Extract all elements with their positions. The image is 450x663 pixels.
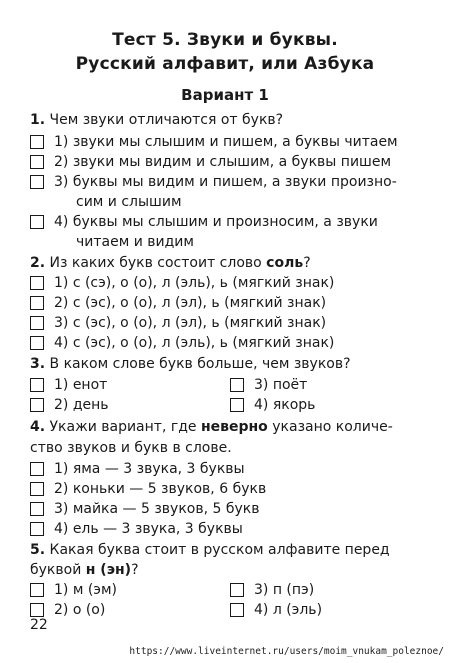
question-4-text-end: указано количе- <box>272 419 393 435</box>
question-2 <box>30 253 422 274</box>
checkbox[interactable] <box>30 398 44 412</box>
checkbox[interactable] <box>230 603 244 617</box>
question-3-number: 3. <box>30 356 46 372</box>
option-label: 4) л (эль) <box>254 602 323 618</box>
checkbox[interactable] <box>30 135 44 149</box>
checkbox[interactable] <box>30 378 44 392</box>
title-line-1: Тест 5. Звуки и буквы. <box>112 30 338 50</box>
option-label: 2) о (о) <box>54 602 106 618</box>
question-3-text: В каком слове букв больше, чем звуков? <box>49 356 351 372</box>
question-5-line-2-text: буквой <box>30 562 82 578</box>
checkbox[interactable] <box>30 603 44 617</box>
option-label: 1) яма — 3 звука, 3 буквы <box>54 461 245 477</box>
page-number: 22 <box>30 617 48 633</box>
question-5-letter: н (эн) <box>85 562 132 578</box>
option-label: 1) м (эм) <box>54 582 117 598</box>
option-label: 3) буквы мы видим и пишем, а звуки произно- <box>54 174 397 190</box>
checkbox[interactable] <box>30 215 44 229</box>
option-label: 2) коньки — 5 звуков, 6 букв <box>54 481 267 497</box>
option-label: 2) с (эс), о (о), л (эл), ь (мягкий знак) <box>54 295 327 311</box>
option-label: 1) с (сэ), о (о), л (эль), ь (мягкий знак) <box>54 275 335 291</box>
question-5-line-2 <box>30 560 139 580</box>
question-5 <box>30 540 422 561</box>
q1-option-3-continuation: сим и слышим <box>76 194 182 210</box>
option-label: 4) ель — 3 звука, 3 буквы <box>54 521 243 537</box>
checkbox[interactable] <box>30 276 44 290</box>
question-4 <box>30 417 422 438</box>
question-2-number: 2. <box>30 255 46 271</box>
question-2-text: Из каких букв состоит слово <box>49 255 262 271</box>
option-label: 4) с (эс), о (о), л (эль), ь (мягкий знак) <box>54 335 335 351</box>
question-3 <box>30 354 422 375</box>
question-5-mark: ? <box>131 562 139 578</box>
checkbox[interactable] <box>30 175 44 189</box>
question-5-text: Какая буква стоит в русском алфавите перед <box>49 542 390 558</box>
option-label: 2) звуки мы видим и слышим, а буквы пишем <box>54 154 392 170</box>
question-1 <box>30 110 422 131</box>
checkbox[interactable] <box>30 296 44 310</box>
checkbox[interactable] <box>30 155 44 169</box>
option-label: 3) майка — 5 звуков, 5 букв <box>54 501 260 517</box>
question-4-text: Укажи вариант, где <box>49 419 197 435</box>
footer-url: https://www.liveinternet.ru/users/moim_vnukam_poleznoe/ <box>129 646 444 657</box>
checkbox[interactable] <box>230 378 244 392</box>
checkbox[interactable] <box>230 398 244 412</box>
question-1-text: Чем звуки отличаются от букв? <box>49 112 284 128</box>
checkbox[interactable] <box>30 336 44 350</box>
checkbox[interactable] <box>230 583 244 597</box>
option-label: 1) енот <box>54 377 108 393</box>
q1-option-4-continuation: читаем и видим <box>76 234 194 250</box>
question-2-word: соль <box>266 255 304 271</box>
option-label: 4) буквы мы слышим и произносим, а звуки <box>54 214 378 230</box>
question-2-mark: ? <box>303 255 311 271</box>
option-label: 3) поёт <box>254 377 308 393</box>
checkbox[interactable] <box>30 522 44 536</box>
checkbox[interactable] <box>30 502 44 516</box>
variant-label: Вариант 1 <box>181 86 269 104</box>
option-label: 2) день <box>54 397 109 413</box>
checkbox[interactable] <box>30 482 44 496</box>
question-1-number: 1. <box>30 112 46 128</box>
option-label: 3) с (эс), о (о), л (эл), ь (мягкий знак) <box>54 315 327 331</box>
option-label: 3) п (пэ) <box>254 582 315 598</box>
question-4-line-2: ство звуков и букв в слове. <box>30 440 232 456</box>
question-5-number: 5. <box>30 542 46 558</box>
checkbox[interactable] <box>30 316 44 330</box>
option-label: 1) звуки мы слышим и пишем, а буквы читаем <box>54 134 398 150</box>
checkbox[interactable] <box>30 462 44 476</box>
question-4-emphasis: неверно <box>200 419 268 435</box>
title-line-2: Русский алфавит, или Азбука <box>75 54 375 74</box>
checkbox[interactable] <box>30 583 44 597</box>
question-4-number: 4. <box>30 419 46 435</box>
option-label: 4) якорь <box>254 397 316 413</box>
